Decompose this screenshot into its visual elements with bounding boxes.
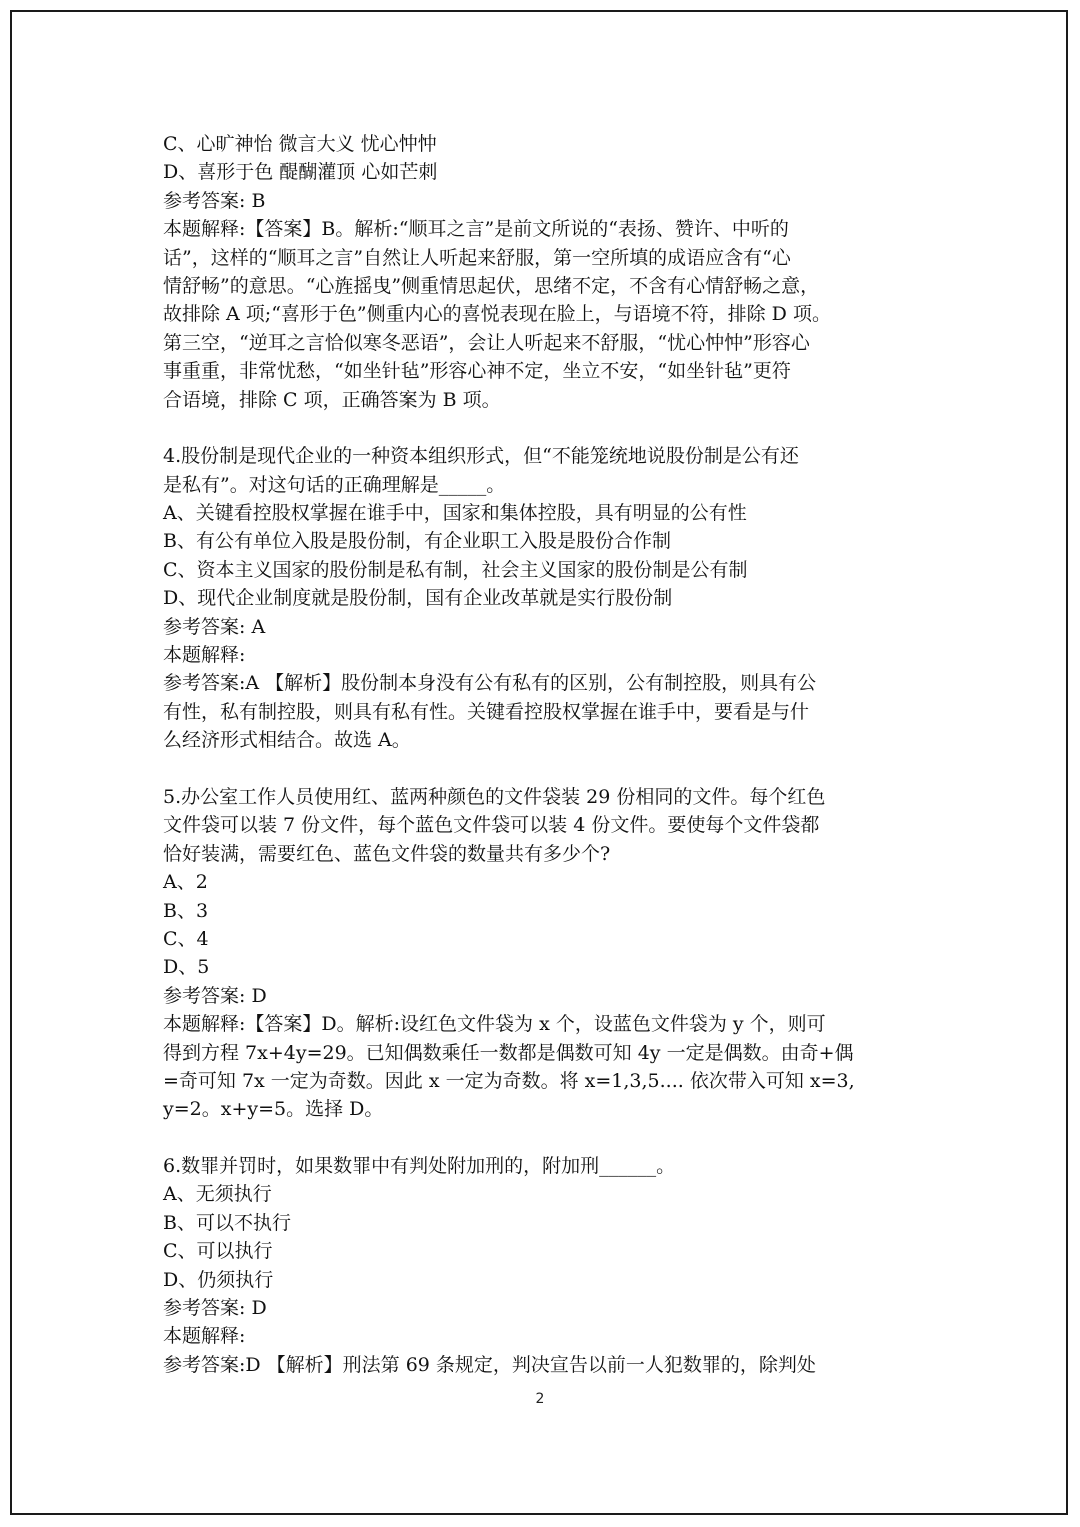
q5-option-d: D、5 xyxy=(163,956,210,979)
q3-answer: 参考答案: B xyxy=(163,189,266,212)
q5-stem-line: 5.办公室工作人员使用红、蓝两种颜色的文件袋装 29 份相同的文件。每个红色 xyxy=(163,785,826,808)
q5-explanation-line: 本题解释:【答案】D。解析:设红色文件袋为 x 个，设蓝色文件袋为 y 个，则可 xyxy=(163,1013,826,1036)
q5-explanation-line: 得到方程 7x+4y=29。已知偶数乘任一数都是偶数可知 4y 一定是偶数。由奇+偶 xyxy=(163,1041,854,1064)
q3-explanation-line: 合语境，排除 C 项，正确答案为 B 项。 xyxy=(163,388,501,411)
paragraph-gap xyxy=(163,755,923,783)
q4-answer: 参考答案: A xyxy=(163,615,266,638)
paragraph-gap xyxy=(163,1124,923,1152)
q5-stem-line: 文件袋可以装 7 份文件，每个蓝色文件袋可以装 4 份文件。要使每个文件袋都 xyxy=(163,814,820,837)
q5-explanation-line: y=2。x+y=5。选择 D。 xyxy=(163,1098,384,1121)
q6-explanation-label: 本题解释: xyxy=(163,1325,246,1348)
q4-explanation-line: 参考答案:A 【解析】股份制本身没有公有私有的区别，公有制控股，则具有公 xyxy=(163,672,817,695)
q6-option-a: A、无须执行 xyxy=(163,1183,272,1206)
q5-option-b: B、3 xyxy=(163,899,209,922)
q4-explanation-line: 有性，私有制控股，则具有私有性。关键看控股权掌握在谁手中，要看是与什 xyxy=(163,700,810,723)
document-body xyxy=(163,130,923,1379)
q4-option-c: C、资本主义国家的股份制是私有制，社会主义国家的股份制是公有制 xyxy=(163,558,748,581)
q5-answer: 参考答案: D xyxy=(163,984,267,1007)
q4-explanation-line: 么经济形式相结合。故选 A。 xyxy=(163,729,411,752)
q6-option-b: B、可以不执行 xyxy=(163,1211,291,1234)
q3-explanation-line: 第三空，“逆耳之言恰似寒冬恶语”，会让人听起来不舒服，“忧心忡忡”形容心 xyxy=(163,331,810,354)
q3-option-d: D、喜形于色 醍醐灌顶 心如芒刺 xyxy=(163,161,438,184)
paragraph-gap xyxy=(163,414,923,442)
q3-explanation-line: 故排除 A 项;“喜形于色”侧重内心的喜悦表现在脸上，与语境不符，排除 D 项。 xyxy=(163,303,831,326)
q4-stem-line: 4.股份制是现代企业的一种资本组织形式，但“不能笼统地说股份制是公有还 xyxy=(163,445,799,468)
q4-stem-line: 是私有”。对这句话的正确理解是_____。 xyxy=(163,473,506,496)
q5-stem-line: 恰好装满，需要红色、蓝色文件袋的数量共有多少个? xyxy=(163,842,611,865)
q3-explanation-line: 事重重，非常忧愁，“如坐针毡”形容心神不定，坐立不安，“如坐针毡”更符 xyxy=(163,360,791,383)
q3-explanation-line: 情舒畅”的意思。“心旌摇曳”侧重情思起伏，思绪不定，不含有心情舒畅之意， xyxy=(163,274,820,297)
q6-stem: 6.数罪并罚时，如果数罪中有判处附加刑的，附加刑______。 xyxy=(163,1155,676,1178)
q5-option-a: A、2 xyxy=(163,871,208,894)
page-number: 2 xyxy=(535,1391,545,1407)
q4-option-a: A、关键看控股权掌握在谁手中，国家和集体控股，具有明显的公有性 xyxy=(163,502,747,525)
q3-explanation-line: 本题解释:【答案】B。解析:“顺耳之言”是前文所说的“表扬、赞许、中听的 xyxy=(163,218,789,241)
q3-option-c: C、心旷神怡 微言大义 忧心忡忡 xyxy=(163,133,437,155)
q5-explanation-line: =奇可知 7x 一定为奇数。因此 x 一定为奇数。将 x=1,3,5.... 依次带入可知 x=3, xyxy=(163,1069,855,1092)
q5-option-c: C、4 xyxy=(163,927,209,950)
q4-explanation-label: 本题解释: xyxy=(163,644,246,667)
q6-option-c: C、可以执行 xyxy=(163,1240,273,1263)
q6-option-d: D、仍须执行 xyxy=(163,1268,274,1291)
q4-option-b: B、有公有单位入股是股份制，有企业职工入股是股份合作制 xyxy=(163,530,671,553)
q3-explanation-line: 话”，这样的“顺耳之言”自然让人听起来舒服，第一空所填的成语应含有“心 xyxy=(163,246,791,269)
q4-option-d: D、现代企业制度就是股份制，国有企业改革就是实行股份制 xyxy=(163,587,673,610)
q6-answer: 参考答案: D xyxy=(163,1297,267,1320)
q6-explanation-line: 参考答案:D 【解析】刑法第 69 条规定，判决宣告以前一人犯数罪的，除判处 xyxy=(163,1353,816,1376)
